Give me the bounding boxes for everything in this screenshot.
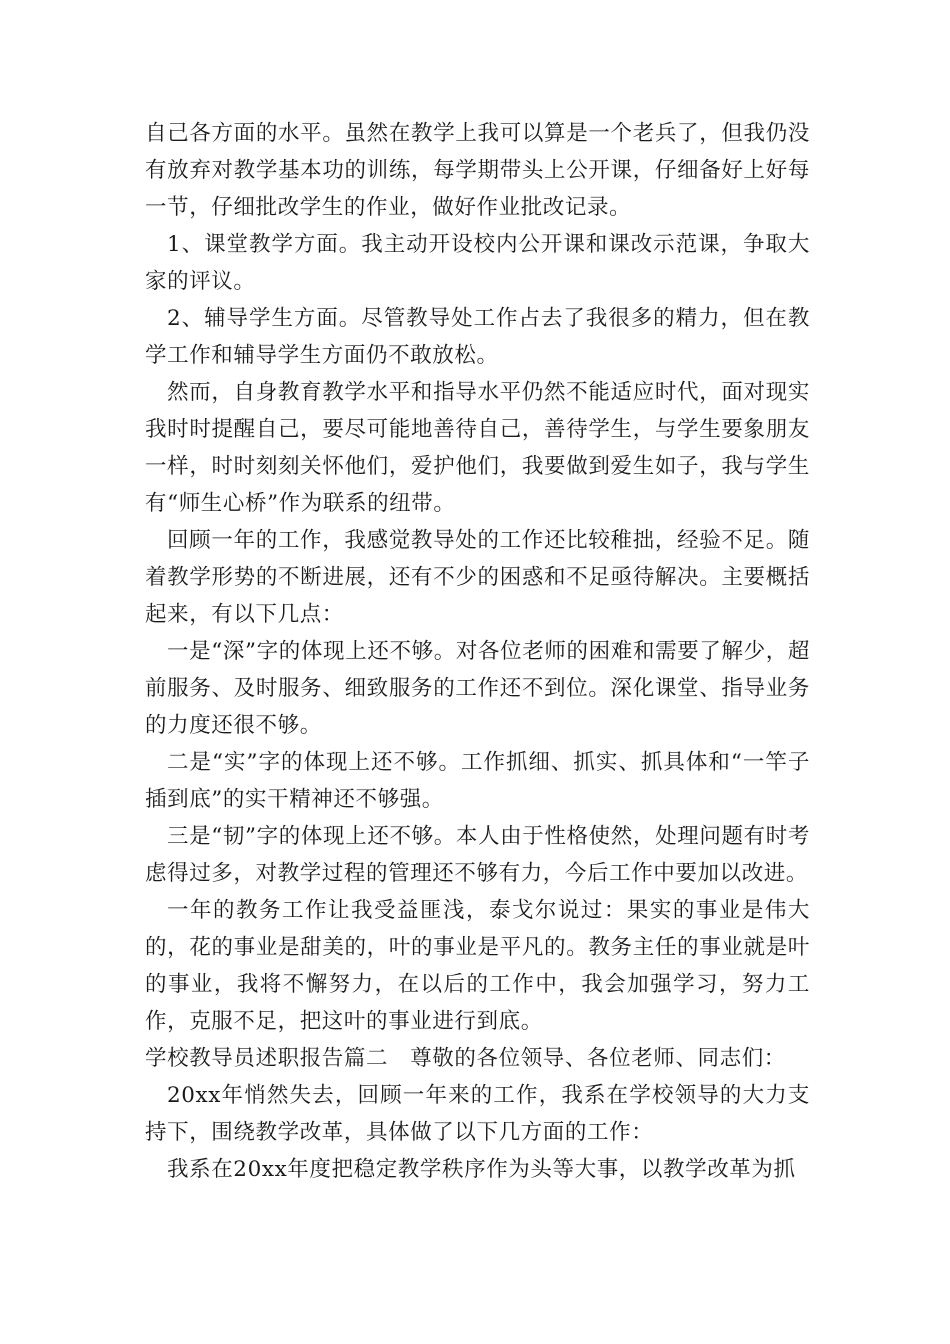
paragraph-3: 2、辅导学生方面。尽管教导处工作占去了我很多的精力，但在教学工作和辅导学生方面仍不敢放松。 xyxy=(145,306,810,368)
paragraph-7: 二是“实”字的体现上还不够。工作抓细、抓实、抓具体和“一竿子插到底”的实干精神还不够强。 xyxy=(145,750,810,812)
paragraph-8: 三是“韧”字的体现上还不够。本人由于性格使然，处理问题有时考虑得过多，对教学过程的管理还不够有力，今后工作中要加以改进。 xyxy=(145,824,810,886)
paragraph-9: 一年的教务工作让我受益匪浅，泰戈尔说过：果实的事业是伟大的，花的事业是甜美的，叶的事业是平凡的。教务主任的事业就是叶的事业，我将不懈努力，在以后的工作中，我会加强学习，努力工作，克服不足，把这叶的事业进行到底。 xyxy=(145,898,810,1034)
document-body xyxy=(145,115,810,1188)
paragraph-1: 自己各方面的水平。虽然在教学上我可以算是一个老兵了，但我仍没有放弃对教学基本功的训练，每学期带头上公开课，仔细备好上好每一节，仔细批改学生的作业，做好作业批改记录。 xyxy=(145,121,810,220)
paragraph-12: 我系在20xx年度把稳定教学秩序作为头等大事，以教学改革为抓 xyxy=(167,1157,796,1182)
paragraph-4: 然而，自身教育教学水平和指导水平仍然不能适应时代，面对现实我时时提醒自己，要尽可能地善待自己，善待学生，与学生要象朋友一样，时时刻刻关怀他们，爱护他们，我要做到爱生如子，我与学生有“师生心桥”作为联系的纽带。 xyxy=(145,380,810,516)
section-heading: 学校教导员述职报告篇二 尊敬的各位领导、各位老师、同志们： xyxy=(145,1046,786,1071)
paragraph-2: 1、课堂教学方面。我主动开设校内公开课和课改示范课，争取大家的评议。 xyxy=(145,232,810,294)
paragraph-5: 回顾一年的工作，我感觉教导处的工作还比较稚拙，经验不足。随着教学形势的不断进展，还有不少的困惑和不足亟待解决。主要概括起来，有以下几点： xyxy=(145,528,810,627)
paragraph-6: 一是“深”字的体现上还不够。对各位老师的困难和需要了解少，超前服务、及时服务、细致服务的工作还不到位。深化课堂、指导业务的力度还很不够。 xyxy=(145,639,810,738)
paragraph-11: 20xx年悄然失去，回顾一年来的工作，我系在学校领导的大力支持下，围绕教学改革，具体做了以下几方面的工作： xyxy=(145,1083,810,1145)
